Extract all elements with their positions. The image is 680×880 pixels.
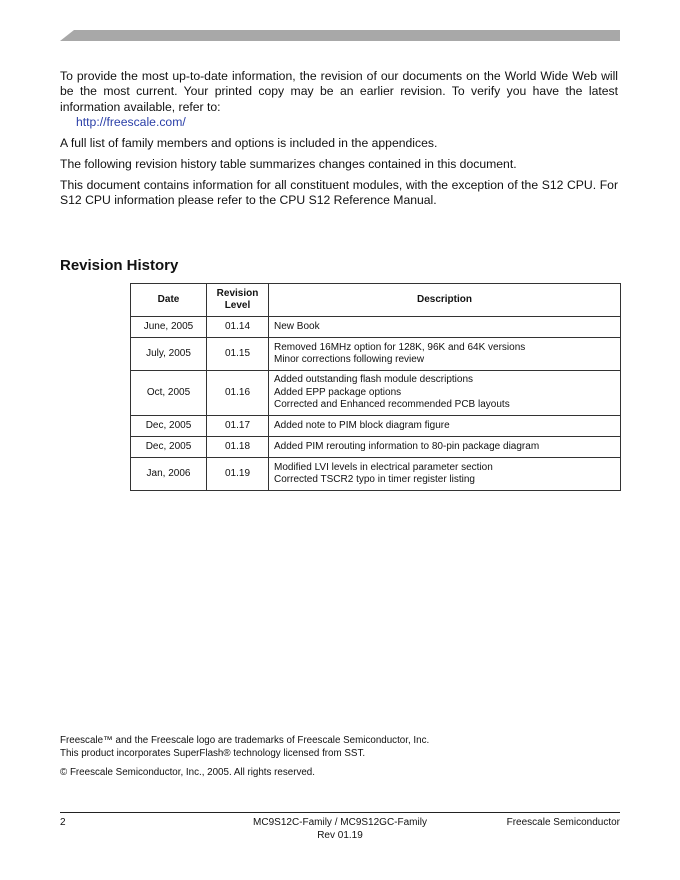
cell-description [269, 437, 621, 458]
description-line: Added outstanding flash module descriptions [274, 374, 474, 386]
table-row [131, 371, 621, 416]
table-row [131, 437, 621, 458]
page-number: 2 [60, 817, 66, 828]
cell-date: June, 2005 [131, 317, 207, 338]
superflash-note: This product incorporates SuperFlash® technology licensed from SST. [60, 747, 366, 759]
cell-revision-level: 01.14 [207, 317, 269, 338]
intro-paragraph-1: To provide the most up-to-date information, the revision of our documents on the World Wide Web will be the most current. Your printed copy may be an earlier revision. To verify you have the latest information available, refer to: http://freescale.com/ [60, 69, 618, 130]
trademark-note: Freescale™ and the Freescale logo are trademarks of Freescale Semiconductor, Inc. [60, 735, 430, 746]
cell-revision-level: 01.16 [207, 371, 269, 416]
description-line: Removed 16MHz option for 128K, 96K and 64K versions [274, 341, 526, 353]
footer-company: Freescale Semiconductor [506, 817, 620, 828]
footnotes [60, 735, 620, 780]
header-bar [60, 30, 620, 41]
footer-doc-title: MC9S12C-Family / MC9S12GC-Family [253, 817, 427, 828]
copyright-note: © Freescale Semiconductor, Inc., 2005. All rights reserved. [60, 767, 315, 778]
cell-revision-level: 01.19 [207, 458, 269, 491]
cell-date: July, 2005 [131, 338, 207, 371]
cell-revision-level: 01.18 [207, 437, 269, 458]
table-row [131, 458, 621, 491]
cell-date: Dec, 2005 [131, 437, 207, 458]
header-description: Description [269, 284, 621, 317]
cell-revision-level: 01.17 [207, 416, 269, 437]
table-row [131, 317, 621, 338]
cell-revision-level: 01.15 [207, 338, 269, 371]
intro-paragraph-3: The following revision history table summarizes changes contained in this document. [60, 157, 517, 172]
cell-description [269, 458, 621, 491]
cell-date: Oct, 2005 [131, 371, 207, 416]
description-line: Minor corrections following review [274, 354, 425, 365]
description-line: Added PIM rerouting information to 80-pin package diagram [274, 440, 540, 452]
revision-history-title: Revision History [60, 257, 179, 274]
header-revision-level: Revision Level [207, 284, 269, 317]
footer-doc-info [250, 817, 430, 842]
cell-date: Dec, 2005 [131, 416, 207, 437]
table-row [131, 416, 621, 437]
cell-description [269, 317, 621, 338]
description-line: Modified LVI levels in electrical parameter section [274, 461, 493, 473]
intro-text [60, 69, 618, 214]
footer-divider [60, 812, 620, 813]
footer-revision: Rev 01.19 [317, 829, 363, 841]
description-line: Added EPP package options [274, 386, 402, 398]
description-line: Corrected and Enhanced recommended PCB layouts [274, 399, 510, 411]
intro-paragraph-2: A full list of family members and options is included in the appendices. [60, 136, 438, 151]
intro-paragraph-4: This document contains information for all constituent modules, with the exception of the S12 CPU. For S12 CPU information please refer to the CPU S12 Reference Manual. [60, 177, 618, 208]
description-line: New Book [274, 320, 320, 332]
description-line: Added note to PIM block diagram figure [274, 419, 450, 431]
cell-description [269, 371, 621, 416]
cell-description [269, 416, 621, 437]
cell-date: Jan, 2006 [131, 458, 207, 491]
cell-description [269, 338, 621, 371]
table-header-row [131, 284, 621, 317]
revision-history-table [130, 283, 621, 491]
freescale-link[interactable]: http://freescale.com/ [76, 115, 186, 130]
description-line: Corrected TSCR2 typo in timer register listing [274, 474, 475, 485]
table-row [131, 338, 621, 371]
header-date: Date [131, 284, 207, 317]
